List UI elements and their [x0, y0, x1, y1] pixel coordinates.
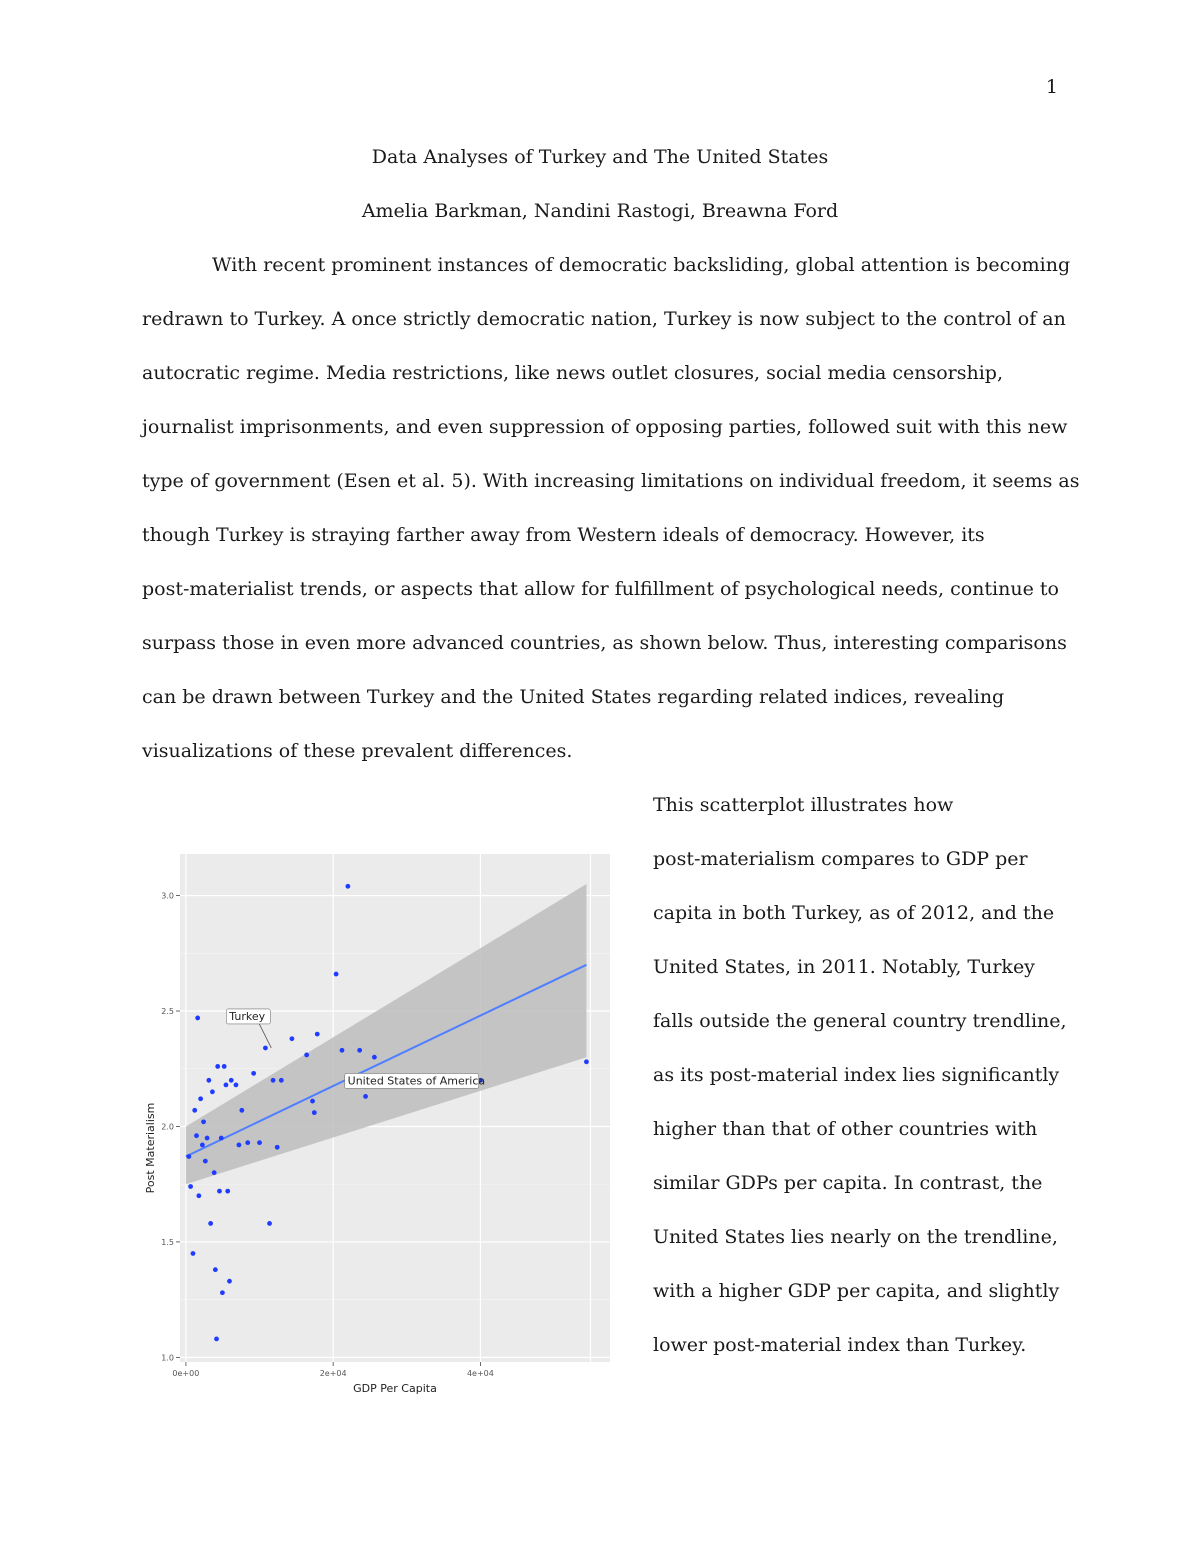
data-point — [194, 1133, 199, 1138]
y-tick-label: 2.5 — [161, 1007, 174, 1017]
data-point — [237, 1143, 242, 1148]
data-point — [215, 1064, 220, 1069]
data-point — [208, 1221, 213, 1226]
paragraph-line: visualizations of these prevalent differences. — [142, 740, 573, 762]
data-point — [217, 1189, 222, 1194]
description-line: similar GDPs per capita. In contrast, the — [653, 1172, 1043, 1194]
data-point — [279, 1078, 284, 1083]
data-point — [195, 1016, 200, 1021]
description-line: This scatterplot illustrates how — [653, 794, 954, 816]
data-point — [245, 1140, 250, 1145]
data-point — [205, 1136, 210, 1141]
data-point — [340, 1048, 345, 1053]
data-point — [198, 1096, 203, 1101]
paragraph-line: type of government (Esen et al. 5). With increasing limitations on individual freedom, it seems as — [142, 470, 1080, 492]
data-point — [229, 1078, 234, 1083]
data-point — [372, 1055, 377, 1060]
data-point — [275, 1145, 280, 1150]
data-point — [196, 1193, 201, 1198]
data-point — [363, 1094, 368, 1099]
data-point — [206, 1078, 211, 1083]
data-point — [304, 1052, 309, 1057]
data-point — [257, 1140, 262, 1145]
data-point — [251, 1071, 256, 1076]
data-point — [290, 1036, 295, 1041]
data-point — [315, 1032, 320, 1037]
author-line: Amelia Barkman, Nandini Rastogi, Breawna Ford — [361, 200, 839, 222]
data-point — [219, 1136, 224, 1141]
x-tick-label: 4e+04 — [466, 1369, 494, 1378]
annotation-label: United States of America — [347, 1074, 486, 1088]
document-title: Data Analyses of Turkey and The United States — [371, 146, 829, 168]
data-point — [312, 1110, 317, 1115]
data-point — [192, 1108, 197, 1113]
data-point — [225, 1189, 230, 1194]
description-line: higher than that of other countries with — [653, 1118, 1038, 1140]
description-line: United States, in 2011. Notably, Turkey — [653, 956, 1035, 978]
data-point — [222, 1064, 227, 1069]
paragraph-line: can be drawn between Turkey and the United States regarding related indices, revealing — [142, 686, 1005, 708]
paragraph-line: autocratic regime. Media restrictions, like news outlet closures, social media censorship, — [142, 362, 1003, 384]
data-point — [239, 1108, 244, 1113]
description-line: lower post-material index than Turkey. — [653, 1334, 1027, 1356]
data-point — [234, 1083, 239, 1088]
y-tick-label: 1.0 — [161, 1353, 174, 1363]
data-point — [357, 1048, 362, 1053]
data-point — [214, 1337, 219, 1342]
data-point — [213, 1267, 218, 1272]
y-tick-label: 3.0 — [161, 891, 174, 901]
description-line: capita in both Turkey, as of 2012, and the — [653, 902, 1055, 924]
data-point — [267, 1221, 272, 1226]
data-point — [201, 1119, 206, 1124]
data-point — [334, 972, 339, 977]
description-line: as its post-material index lies significantly — [653, 1064, 1060, 1086]
paragraph-line: With recent prominent instances of democratic backsliding, global attention is becoming — [212, 254, 1071, 276]
annotation-label: Turkey — [229, 1009, 266, 1023]
data-point — [212, 1170, 217, 1175]
paragraph-line: though Turkey is straying farther away from Western ideals of democracy. However, its — [142, 524, 985, 546]
description-line: post-materialism compares to GDP per — [653, 848, 1028, 870]
data-point — [271, 1078, 276, 1083]
data-point — [227, 1279, 232, 1284]
data-point — [220, 1290, 225, 1295]
paragraph-line: journalist imprisonments, and even suppression of opposing parties, followed suit with this new — [142, 416, 1068, 438]
description-line: falls outside the general country trendline, — [653, 1010, 1067, 1032]
scatterplot-figure — [130, 840, 630, 1400]
data-point — [584, 1059, 589, 1064]
description-line: United States lies nearly on the trendline, — [653, 1226, 1058, 1248]
data-point — [188, 1184, 193, 1189]
data-point — [310, 1099, 315, 1104]
x-tick-label: 0e+00 — [172, 1369, 200, 1378]
scatterplot — [130, 840, 630, 1400]
x-tick-label: 2e+04 — [319, 1369, 347, 1378]
data-point — [210, 1089, 215, 1094]
data-point — [191, 1251, 196, 1256]
y-axis-title: Post Materialism — [144, 1102, 157, 1194]
paragraph-line: redrawn to Turkey. A once strictly democratic nation, Turkey is now subject to the control of an — [142, 308, 1066, 330]
paragraph-line: surpass those in even more advanced countries, as shown below. Thus, interesting comparisons — [142, 632, 1067, 654]
y-tick-label: 1.5 — [161, 1237, 174, 1247]
paragraph-line: post-materialist trends, or aspects that allow for fulfillment of psychological needs, continue to — [142, 578, 1059, 600]
data-point — [224, 1083, 229, 1088]
page-number: 1 — [1045, 76, 1058, 98]
x-axis-title: GDP Per Capita — [353, 1382, 437, 1395]
data-point — [200, 1143, 205, 1148]
data-point — [345, 884, 350, 889]
description-line: with a higher GDP per capita, and slightly — [653, 1280, 1060, 1302]
y-tick-label: 2.0 — [161, 1122, 174, 1132]
data-point — [186, 1154, 191, 1159]
data-point — [263, 1046, 268, 1051]
data-point — [203, 1159, 208, 1164]
